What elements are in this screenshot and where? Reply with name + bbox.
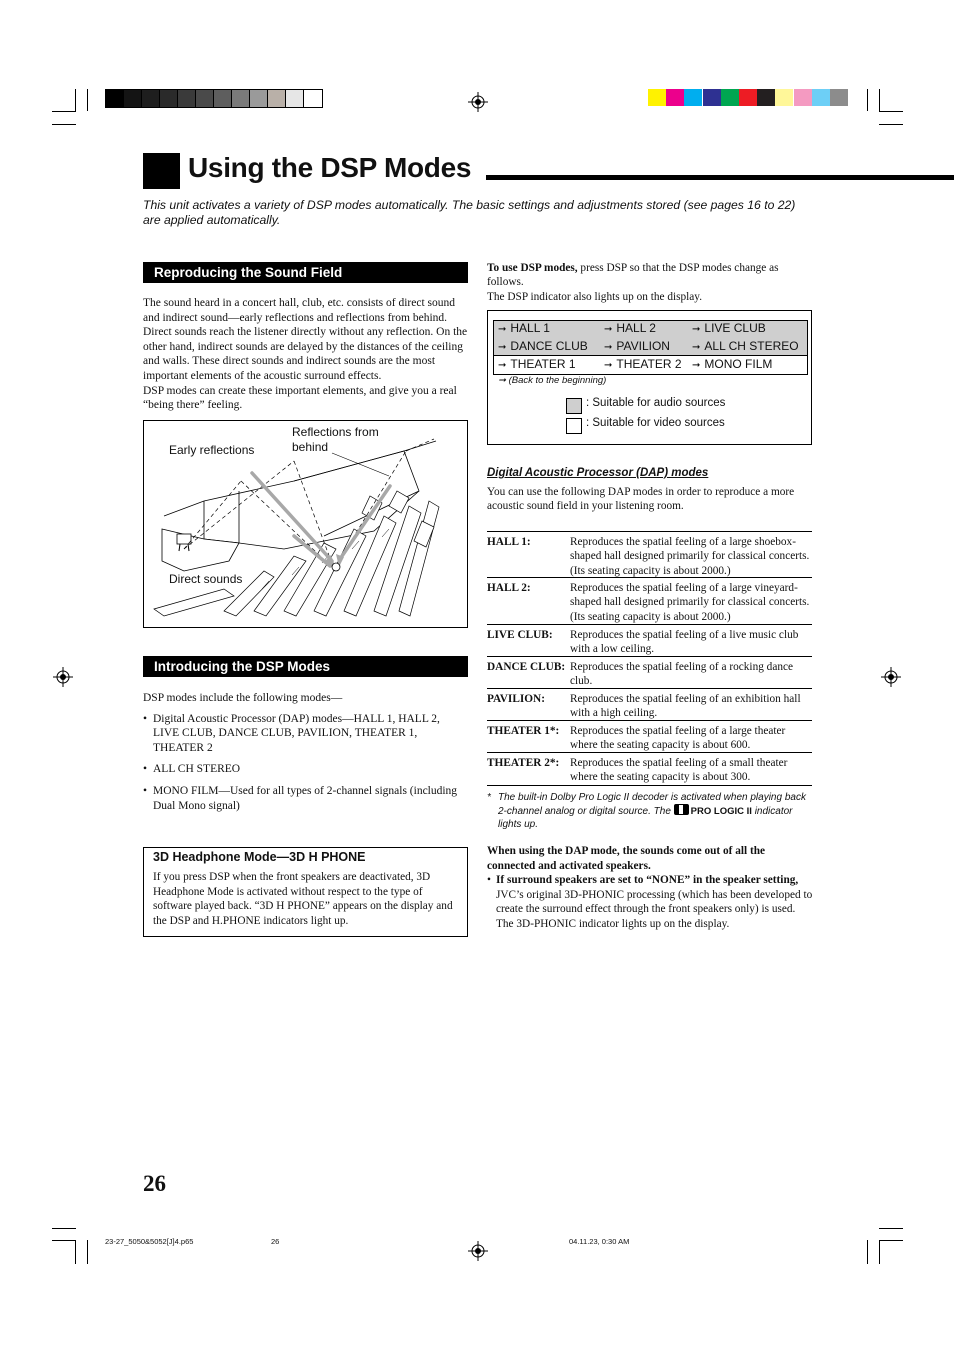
dap-mode-term: HALL 1: — [487, 536, 531, 548]
gray-swatch — [141, 89, 161, 108]
dap-mode-term: THEATER 2*: — [487, 757, 560, 769]
arrow-icon: ➞ — [692, 342, 701, 353]
mode-label: THEATER 1 — [510, 357, 576, 371]
video-legend-label: : Suitable for video sources — [586, 417, 725, 429]
headphone-heading: 3D Headphone Mode—3D H PHONE — [153, 850, 366, 864]
back-to-beginning — [498, 375, 606, 386]
footer-date: 04.11.23, 0:30 AM — [569, 1237, 630, 1246]
color-swatch — [794, 89, 812, 106]
footnote-text: The built-in Dolby Pro Logic II decoder is activated when playing back 2-channel analog or digital source. The — [498, 792, 806, 817]
audio-legend-label: : Suitable for audio sources — [586, 397, 726, 409]
arrow-icon: ➞ — [692, 360, 701, 371]
dap-mode-term: PAVILION: — [487, 693, 545, 705]
dap-mode-row — [487, 656, 812, 689]
reproducing-text — [143, 296, 468, 413]
dap-heading: Digital Acoustic Processor (DAP) modes — [487, 467, 709, 479]
title-rule — [486, 175, 954, 180]
arrow-icon: ➞ — [498, 360, 507, 371]
audio-legend-swatch — [566, 398, 582, 414]
registration-mark-icon — [881, 667, 901, 687]
arrow-icon: ➞ — [604, 324, 613, 335]
color-swatch — [703, 89, 721, 106]
section-heading-introducing: Introducing the DSP Modes — [143, 656, 468, 677]
label-direct-sounds: Direct sounds — [169, 572, 243, 586]
gray-swatch — [249, 89, 269, 108]
dap-mode-description: Reproduces the spatial feeling of a large vineyard-shaped hall designed primarily for classical concerts. (Its seating capacity is about 2000.) — [570, 582, 810, 623]
color-swatch — [684, 89, 702, 106]
gray-swatch — [213, 89, 233, 108]
arrow-icon: ➞ — [498, 342, 507, 353]
color-swatch — [830, 89, 848, 106]
dap-mode-description: Reproduces the spatial feeling of a rocking dance club. — [570, 661, 794, 688]
gray-swatch — [105, 89, 125, 108]
gray-swatch — [159, 89, 179, 108]
title-block-marker — [143, 153, 180, 189]
to-use-bold: To use DSP modes, — [487, 262, 578, 274]
when-using-bullet-bold: If surround speakers are set to “NONE” in the speaker setting, — [496, 874, 799, 886]
dap-mode-row — [487, 720, 812, 753]
list-item: • MONO FILM—Used for all types of 2-channel signals (including Dual Mono signal) — [143, 784, 468, 813]
headphone-text: If you press DSP when the front speakers are deactivated, 3D Headphone Mode is activated without respect to the type of software played back. “3D H PHONE” appears on the display and the DSP and H.PHONE indicators light up. — [153, 871, 453, 927]
dap-mode-row — [487, 624, 812, 657]
mode-item — [692, 339, 799, 353]
dap-mode-row — [487, 688, 812, 721]
registration-mark-icon — [468, 1241, 488, 1261]
gray-swatch — [195, 89, 215, 108]
introducing-lead: DSP modes include the following modes— — [143, 692, 343, 704]
list-item: • Digital Acoustic Processor (DAP) modes—HALL 1, HALL 2, LIVE CLUB, DANCE CLUB, PAVILION, THEATER 1, THEATER 2 — [143, 712, 468, 756]
gray-swatch — [267, 89, 287, 108]
gray-swatch — [231, 89, 251, 108]
footnote-star: * — [487, 792, 491, 803]
gray-swatch — [123, 89, 143, 108]
gray-swatch — [285, 89, 305, 108]
mode-item — [692, 357, 772, 371]
mode-item — [604, 339, 670, 353]
arrow-icon: ➞ — [604, 342, 613, 353]
mode-cycle-box — [487, 310, 812, 445]
mode-label: HALL 2 — [616, 321, 656, 335]
list-item: • ALL CH STEREO — [143, 762, 468, 777]
mode-label: HALL 1 — [510, 321, 550, 335]
dap-mode-description: Reproduces the spatial feeling of a large shoebox-shaped hall designed primarily for classical concerts. (Its seating capacity is about 2000.) — [570, 536, 810, 577]
mode-item — [498, 357, 576, 371]
label-reflections-behind: Reflections from behind — [292, 425, 379, 454]
dap-mode-row — [487, 752, 812, 786]
reproducing-paragraph-2: DSP modes can create these important elements, and give you a real “being there” feeling. — [143, 384, 457, 412]
dap-footnote — [487, 791, 807, 831]
color-swatch — [721, 89, 739, 106]
gray-swatch — [177, 89, 197, 108]
dap-mode-description: Reproduces the spatial feeling of an exhibition hall with a high ceiling. — [570, 693, 801, 720]
color-swatch — [775, 89, 793, 106]
label-early-reflections: Early reflections — [169, 443, 255, 457]
page-title: Using the DSP Modes — [188, 152, 472, 183]
arrow-icon: ➞ — [498, 375, 506, 386]
headphone-box — [143, 847, 468, 937]
mode-item — [498, 321, 550, 335]
mode-item — [692, 321, 766, 335]
when-using-section — [487, 844, 815, 931]
mode-label: LIVE CLUB — [704, 321, 766, 335]
dap-mode-term: HALL 2: — [487, 582, 531, 594]
color-swatch — [648, 89, 666, 106]
when-using-bold: When using the DAP mode, the sounds come out of all the connected and activated speakers. — [487, 845, 766, 872]
dolby-pro-logic-logo-icon: PRO LOGIC II — [674, 806, 752, 817]
section-heading-reproducing: Reproducing the Sound Field — [143, 262, 468, 283]
footer-page: 26 — [271, 1237, 280, 1246]
video-legend-swatch — [566, 418, 582, 434]
mode-label: THEATER 2 — [616, 357, 682, 371]
color-swatch — [757, 89, 775, 106]
reproducing-paragraph-1: The sound heard in a concert hall, club, etc. consists of direct sound and indirect sound—early reflections and reflections from behind. Direct sounds reach the listener directly without any reflection. On the other hand, indirect sounds are delayed by the distances of the ceiling and walls. These direct sounds and indirect sounds are the most important elements of the acoustic surround effects. — [143, 297, 468, 382]
gray-swatch — [303, 89, 323, 108]
dsp-mode-list — [143, 712, 468, 814]
registration-mark-icon — [468, 92, 488, 112]
back-label: (Back to the beginning) — [508, 375, 607, 386]
dap-mode-term: THEATER 1*: — [487, 725, 560, 737]
arrow-icon: ➞ — [692, 324, 701, 335]
to-use-text — [487, 261, 812, 304]
mode-label: ALL CH STEREO — [704, 339, 799, 353]
color-swatch — [812, 89, 830, 106]
arrow-icon: ➞ — [604, 360, 613, 371]
dap-mode-description: Reproduces the spatial feeling of a large theater where the seating capacity is about 600. — [570, 725, 786, 752]
dap-mode-description: Reproduces the spatial feeling of a live music club with a low ceiling. — [570, 629, 799, 656]
mode-item — [604, 321, 656, 335]
when-using-bullet: • If surround speakers are set to “NONE” in the speaker setting, JVC’s original 3D-PHONIC processing (which has been developed to create the surround effect through the front speakers only) is used. The 3D-PHONIC indicator lights up on the display. — [487, 874, 813, 930]
dap-mode-term: LIVE CLUB: — [487, 629, 553, 641]
dap-mode-description: Reproduces the spatial feeling of a small theater where the seating capacity is about 300. — [570, 757, 788, 784]
mode-item — [604, 357, 682, 371]
footnote-end: indicator lights up. — [498, 806, 793, 830]
to-use-rest: press DSP so that the DSP modes change as follows. — [487, 262, 779, 289]
arrow-icon: ➞ — [498, 324, 507, 335]
dap-mode-row — [487, 577, 812, 625]
color-swatch — [739, 89, 757, 106]
when-using-bullet-text: JVC’s original 3D-PHONIC processing (which has been developed to create the surround effect through the front speakers only) is used. The 3D-PHONIC indicator lights up on the display. — [496, 888, 813, 930]
footer-file: 23-27_5050&5052[J]4.p65 — [105, 1237, 194, 1246]
to-use-line2: The DSP indicator also lights up on the display. — [487, 290, 703, 303]
dap-table-bottom-rule — [487, 785, 812, 786]
mode-label: MONO FILM — [704, 357, 773, 371]
dap-lead: You can use the following DAP modes in order to reproduce a more acoustic sound field in your listening room. — [487, 486, 795, 513]
dap-mode-row — [487, 531, 812, 578]
page-number: 26 — [143, 1171, 166, 1196]
mode-label: DANCE CLUB — [510, 339, 588, 353]
intro-text: This unit activates a variety of DSP modes automatically. The basic settings and adjustments stored (see pages 16 to 22) are applied automatically. — [143, 198, 796, 227]
dap-mode-term: DANCE CLUB: — [487, 661, 566, 673]
sound-field-figure — [143, 420, 468, 628]
introducing-text — [143, 691, 468, 820]
color-swatch — [666, 89, 684, 106]
mode-item — [498, 339, 588, 353]
registration-mark-icon — [53, 667, 73, 687]
mode-label: PAVILION — [616, 339, 670, 353]
